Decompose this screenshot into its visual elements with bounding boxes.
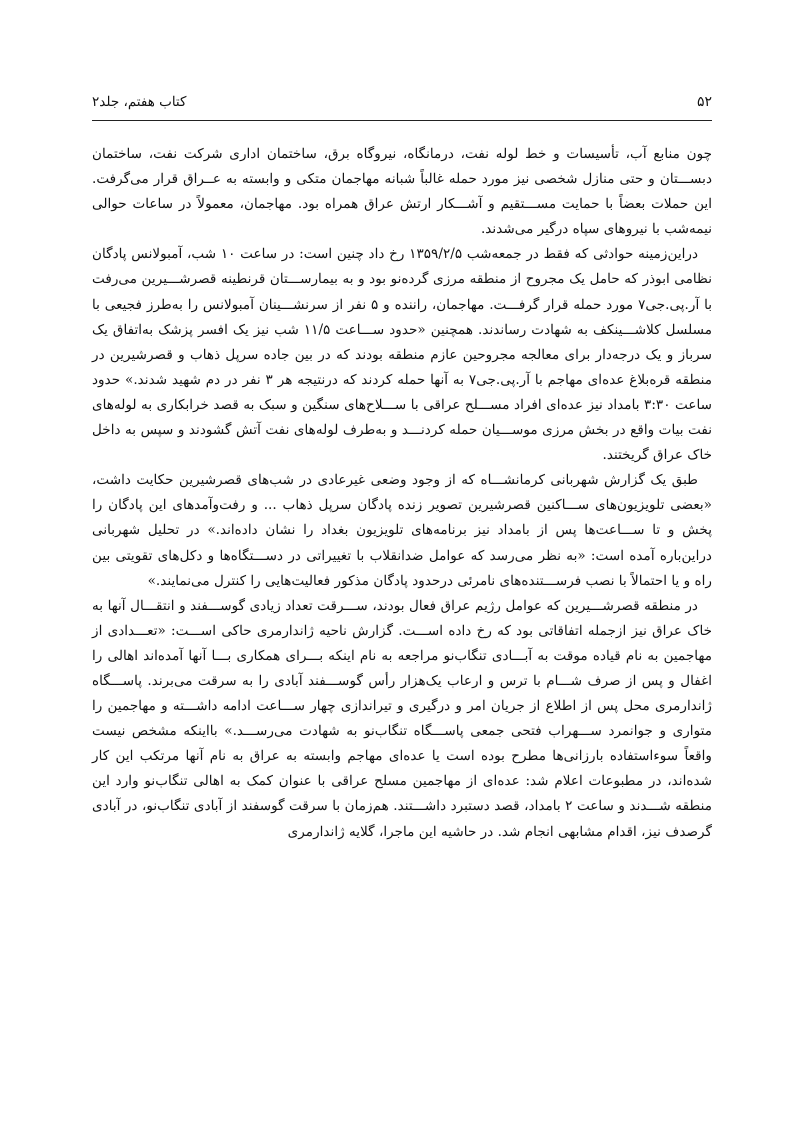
paragraph-3: طبق یک گزارش شهربانی کرمانشـــاه که از وجود وضعی غیرعادی در شب‌های قصرشیرین حکایت داشت، «بعضی تلویزیون‌های ســـاکنین قصرشیرین تصویر زنده پادگان سرپل ذهاب ... و رفت‌وآمدهای این پادگان را پخش و تا ســـاعت‌ها پس از بامداد نیز برنامه‌های تلویزیون بغداد را نشان داده‌اند.» در تحلیل شهربانی دراین‌باره آمده است: «به نظر می‌رسد که عوامل ضدانقلاب با تغییراتی در دســـتگاه‌ها و دکل‌های تقویتی بین راه و یا احتمالاً با نصب فرســـتنده‌های نامرئی درحدود پادگان مذکور فعالیت‌هایی را کنترل می‌نمایند.» — [92, 472, 712, 589]
paragraph-2: دراین‌زمینه حوادثی که فقط در جمعه‌شب ۱۳۵۹/۲/۵ رخ داد چنین است: در ساعت ۱۰ شب، آمبولانس پادگان نظامی ابوذر که حامل یک مجروح از منطقه مرزی گردەنو بود و به بیمارســـتان قرنطینه قصرشـــیرین می‌رفت با آر.پی.جی۷ مورد حمله قرار گرفـــت. مهاجمان، راننده و ۵ نفر از سرنشـــینان آمبولانس را به‌طرز فجیعی با مسلسل کلاشـــینکف به شهادت رساندند. همچنین «حدود ســـاعت ۱۱/۵ شب نیز یک افسر پزشک به‌اتفاق یک سرباز و یک درجه‌دار برای معالجه مجروحین عازم منطقه بودند که در بین جاده سرپل ذهاب و قصرشیرین در منطقه قره‌بلاغ عده‌ای مهاجم با آر.پی.جی۷ به آنها حمله کردند که درنتیجه هر ۳ نفر در دم شهید شدند.» حدود ساعت ۳:۳۰ بامداد نیز عده‌ای افراد مســـلح عراقی با ســـلاح‌های سنگین و سبک به قصد خرابکاری به لوله‌های نفت بیات واقع در بخش مرزی موســـیان حمله کردنـــد و به‌طرف لوله‌های نفت آتش گشودند و سپس به داخل خاک عراق گریختند. — [92, 246, 713, 464]
running-title: کتاب هفتم، جلد۲ — [92, 94, 187, 110]
body-text — [92, 142, 712, 845]
paragraph-1: چون منابع آب، تأسیسات و خط لوله نفت، درمانگاه، نیروگاه برق، ساختمان اداری شرکت نفت، ساختمان دبســـتان و حتی منازل شخصی نیز مورد حمله غالباً شبانه مهاجمان متکی و وابسته به عــراق قرار می‌گرفت. این حملات بعضاً با حمایت مســـتقیم و آشـــکار ارتش عراق همراه بود. مهاجمان، معمولاً در ساعات حوالی نیمه‌شب با نیروهای سپاه درگیر می‌شدند. — [92, 146, 712, 238]
header-divider — [92, 120, 712, 121]
page-number: ۵۲ — [696, 94, 712, 110]
running-header — [92, 94, 712, 116]
paragraph-4: در منطقه قصرشـــیرین که عوامل رژیم عراق فعال بودند، ســـرقت تعداد زیادی گوســـفند و انتقـــال آنها به خاک عراق نیز ازجمله اتفاقاتی بود که رخ داده اســـت. گزارش ناحیه ژاندارمری حاکی اســـت: «تعـــدادی از مهاجمین به نام قیاده موقت به آبـــادی تنگاب‌نو مراجعه به نام اینکه بـــرای همکاری بـــا آنها آمده‌اند اهالی را اغفال و پس از صرف شـــام با ترس و ارعاب یک‌هزار رأس گوســـفند آبادی را به سرقت می‌برند. پاســـگاه ژاندارمری محل پس از اطلاع از جریان امر و درگیری و تیراندازی چهار ســـاعت ادامه داشـــته و مهاجمین را متواری و جوانمرد ســـهراب فتحی جمعی پاســـگاه تنگاب‌نو به شهادت می‌رســـد.» بااینکه مشخص نیست واقعاً سوءاستفاده بارزانی‌ها مطرح بوده است یا عده‌ای مهاجم وابسته به عراق به نام آنها مرتکب این کار شده‌اند، در مطبوعات اعلام شد: عده‌ای از مهاجمین مسلح عراقی با عنوان کمک به اهالی تنگاب‌نو وارد این منطقه شـــدند و ساعت ۲ بامداد، قصد دستبرد داشـــتند. هم‌زمان با سرقت گوسفند از آبادی تنگاب‌نو، در آبادی گرصدف نیز، اقدام مشابهی انجام شد. در حاشیه این ماجرا، گلایه ژاندارمری — [92, 597, 712, 840]
